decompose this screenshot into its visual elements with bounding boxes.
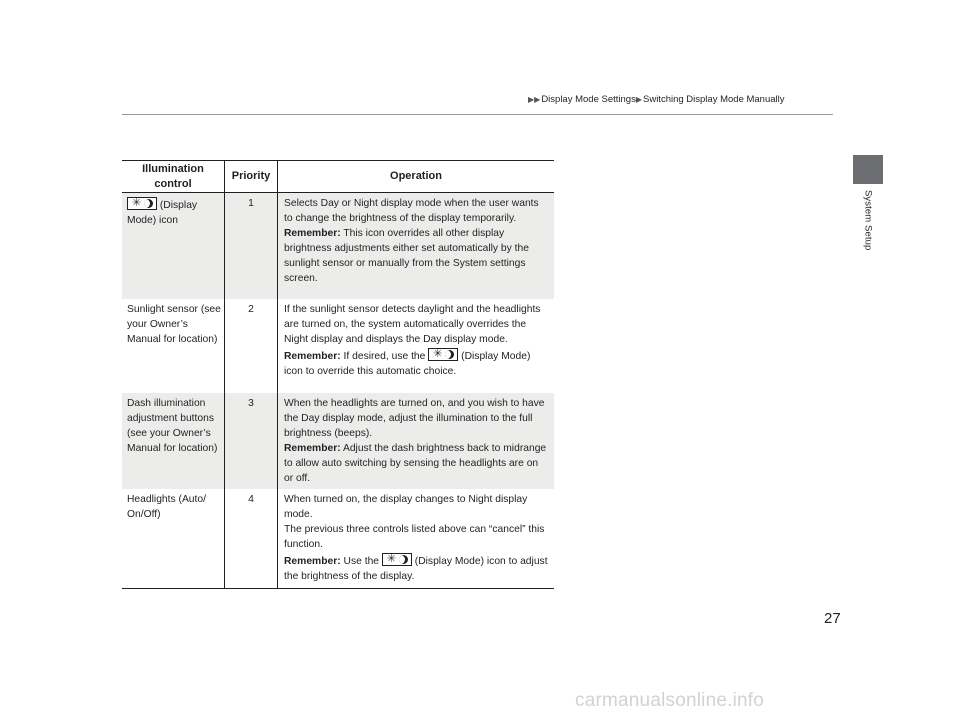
remember-label: Remember: xyxy=(284,556,341,568)
priority-cell: 2 xyxy=(225,299,278,393)
breadcrumb-item[interactable]: Switching Display Mode Manually xyxy=(643,94,785,105)
remember-text: This icon overrides all other display brightness adjustments either set automatically by the sunlight sensor or manually from the System settings screen. xyxy=(284,227,529,284)
operation-text: When turned on, the display changes to Night display mode. xyxy=(284,494,528,521)
control-cell xyxy=(122,193,225,300)
operation-text: The previous three controls listed above can “cancel” this function. xyxy=(284,524,545,551)
remember-label: Remember: xyxy=(284,442,341,454)
remember-label: Remember: xyxy=(284,350,341,362)
control-cell: Dash illumination adjustment buttons (see your Owner’s Manual for location) xyxy=(122,393,225,489)
remember-text: Use the xyxy=(343,556,380,568)
section-label xyxy=(853,190,883,270)
remember-label: Remember: xyxy=(284,227,341,239)
control-cell: Sunlight sensor (see your Owner’s Manual for location) xyxy=(127,304,221,345)
operation-text: If the sunlight sensor detects daylight and the headlights are turned on, the system automatically overrides the Night display and displays the Day display mode. xyxy=(284,304,541,345)
operation-cell xyxy=(278,489,555,588)
display-mode-icon: ✳ xyxy=(382,553,412,566)
display-mode-icon: ✳ xyxy=(127,197,157,210)
arrow-icon: ▶▶ xyxy=(528,95,541,104)
display-mode-icon: ✳ xyxy=(428,348,458,361)
watermark: carmanualsonline.info xyxy=(575,690,765,711)
header-priority: Priority xyxy=(225,161,278,193)
control-text: (Display Mode) icon xyxy=(127,200,198,226)
priority-cell: 3 xyxy=(225,393,278,489)
illumination-table xyxy=(122,160,554,589)
remember-text: Adjust the dash brightness back to midrange to allow auto switching by sensing the headlights are on or off. xyxy=(284,442,547,484)
remember-text: (Display Mode) icon to override this automatic choice. xyxy=(284,350,531,377)
header-operation: Operation xyxy=(278,161,555,193)
header-divider xyxy=(122,114,833,115)
table-row xyxy=(122,489,554,588)
operation-text: Selects Day or Night display mode when the user wants to change the brightness of the display temporarily. xyxy=(284,198,539,224)
page-number: 27 xyxy=(824,610,841,627)
remember-text: If desired, use the xyxy=(343,350,426,362)
operation-cell xyxy=(278,193,555,300)
table-header-row xyxy=(122,161,554,193)
priority-cell: 1 xyxy=(225,193,278,300)
table-row xyxy=(122,299,554,393)
operation-cell xyxy=(278,299,555,393)
breadcrumb-item[interactable]: Display Mode Settings xyxy=(541,94,636,105)
operation-text: When the headlights are turned on, and you wish to have the Day display mode, adjust the illumination to the full brightness (beeps). xyxy=(284,398,545,439)
header-illumination-control: Illumination control xyxy=(122,161,225,193)
operation-cell xyxy=(278,393,555,489)
control-cell: Headlights (Auto/ On/Off) xyxy=(122,489,225,588)
arrow-icon: ▶ xyxy=(635,95,642,104)
section-tab xyxy=(853,155,883,184)
table-row xyxy=(122,393,554,489)
remember-text: (Display Mode) icon to adjust the brightness of the display. xyxy=(284,556,548,582)
table-row xyxy=(122,193,554,300)
breadcrumb xyxy=(528,94,838,105)
priority-cell: 4 xyxy=(225,489,278,588)
section-label-text: System Setup xyxy=(862,190,874,251)
